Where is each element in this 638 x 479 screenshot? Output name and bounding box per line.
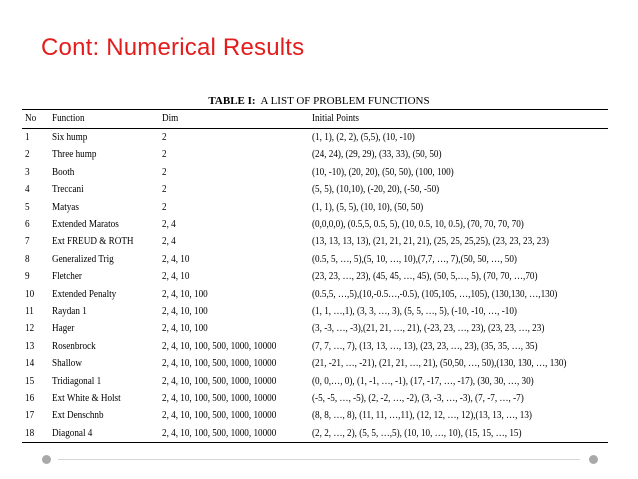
cell-dim: 2, 4 (162, 219, 176, 230)
cell-initial-points: (21, -21, …, -21), (21, 21, …, 21), (50,50, …, 50),(130, 130, …, 130) (312, 358, 567, 370)
cell-function: Six hump (52, 132, 88, 143)
cell-initial-points: (1, 1), (5, 5), (10, 10), (50, 50) (312, 201, 424, 213)
cell-no: 17 (25, 410, 35, 422)
cell-no: 18 (25, 427, 35, 439)
table-row (22, 234, 612, 251)
cell-dim: 2, 4, 10, 100, 500, 1000, 10000 (162, 375, 277, 387)
cell-function: Rosenbrock (52, 340, 96, 352)
cell-function: Ext Denschnb (52, 410, 104, 422)
cell-dim: 2, 4, 10, 100 (162, 323, 208, 335)
header-dim: Dim (162, 113, 179, 124)
cell-dim: 2 (162, 166, 167, 178)
cell-no: 4 (25, 184, 30, 196)
cell-initial-points: (0, 0,…, 0), (1, -1, …, -1), (17, -17, …, -17), (30, 30, …, 30) (312, 375, 534, 387)
cell-function: Treccani (52, 184, 84, 196)
table-row (22, 339, 612, 356)
cell-function: Ext FREUD & ROTH (52, 236, 134, 248)
table-row (22, 321, 612, 338)
table-row (22, 304, 612, 321)
slide-title: Cont: Numerical Results (41, 34, 305, 61)
cell-no: 2 (25, 149, 30, 161)
table-row (22, 269, 612, 286)
cell-function: Diagonal 4 (52, 427, 93, 439)
table-row (22, 200, 612, 217)
cell-no: 7 (25, 236, 30, 248)
cell-initial-points: (1, 1, …,1), (3, 3, …, 3), (5, 5, …, 5), (-10, -10, …, -10) (312, 306, 517, 317)
table-caption-label: TABLE I: (208, 95, 256, 107)
cell-initial-points: (3, -3, …, -3),(21, 21, …, 21), (-23, 23, …, 23), (23, 23, …, 23) (312, 323, 545, 335)
cell-dim: 2, 4 (162, 236, 176, 248)
cell-dim: 2 (162, 201, 167, 213)
cell-function: Extended Penalty (52, 288, 117, 300)
cell-no: 6 (25, 219, 30, 230)
table-row (22, 165, 612, 182)
cell-no: 9 (25, 271, 30, 283)
cell-initial-points: (10, -10), (20, 20), (50, 50), (100, 100) (312, 166, 454, 178)
cell-no: 10 (25, 288, 35, 300)
table-row (22, 391, 612, 408)
table-row (22, 147, 612, 164)
cell-dim: 2, 4, 10 (162, 253, 190, 265)
cell-no: 8 (25, 253, 30, 265)
cell-function: Booth (52, 166, 75, 178)
cell-function: Generalized Trig (52, 253, 114, 265)
cell-no: 12 (25, 323, 35, 335)
cell-function: Tridiagonal 1 (52, 375, 102, 387)
cell-no: 16 (25, 393, 35, 404)
cell-initial-points: (8, 8, …, 8), (11, 11, …,11), (12, 12, …, 12),(13, 13, …, 13) (312, 410, 532, 422)
footer-dot-right (589, 455, 598, 464)
cell-dim: 2 (162, 132, 167, 143)
cell-initial-points: (23, 23, …, 23), (45, 45, …, 45), (50, 5,…, 5), (70, 70, …,70) (312, 271, 538, 283)
table-header-rule (22, 128, 608, 129)
cell-function: Extended Maratos (52, 219, 119, 230)
cell-function: Hager (52, 323, 75, 335)
cell-dim: 2, 4, 10 (162, 271, 190, 283)
cell-function: Fletcher (52, 271, 82, 283)
table-row (22, 426, 612, 443)
cell-function: Raydan 1 (52, 306, 87, 317)
cell-dim: 2, 4, 10, 100, 500, 1000, 10000 (162, 410, 277, 422)
table-caption (0, 95, 638, 107)
cell-initial-points: (0.5,5, …,5),(10,-0.5…,-0.5), (105,105, …,105), (130,130, …,130) (312, 288, 558, 300)
cell-no: 14 (25, 358, 35, 370)
cell-dim: 2, 4, 10, 100 (162, 306, 208, 317)
table-row (22, 130, 612, 147)
cell-no: 1 (25, 132, 30, 143)
table-row (22, 217, 612, 234)
cell-dim: 2, 4, 10, 100, 500, 1000, 10000 (162, 393, 277, 404)
cell-dim: 2, 4, 10, 100, 500, 1000, 10000 (162, 358, 277, 370)
footer-divider (58, 459, 580, 460)
cell-no: 13 (25, 340, 35, 352)
cell-initial-points: (-5, -5, …, -5), (2, -2, …, -2), (3, -3, …, -3), (7, -7, …, -7) (312, 393, 524, 404)
cell-initial-points: (0.5, 5, …, 5),(5, 10, …, 10),(7,7, …, 7),(50, 50, …, 50) (312, 253, 517, 265)
cell-dim: 2, 4, 10, 100, 500, 1000, 10000 (162, 340, 277, 352)
table-top-rule (22, 109, 608, 110)
cell-initial-points: (24, 24), (29, 29), (33, 33), (50, 50) (312, 149, 442, 161)
cell-dim: 2 (162, 184, 167, 196)
table-row (22, 356, 612, 373)
cell-initial-points: (13, 13, 13, 13), (21, 21, 21, 21), (25, 25, 25,25), (23, 23, 23, 23) (312, 236, 549, 248)
footer-dot-left (42, 455, 51, 464)
cell-dim: 2, 4, 10, 100 (162, 288, 208, 300)
cell-initial-points: (0,0,0,0), (0.5,5, 0.5, 5), (10, 0.5, 10, 0.5), (70, 70, 70, 70) (312, 219, 524, 230)
table-header-row (22, 111, 612, 128)
cell-function: Shallow (52, 358, 82, 370)
table-caption-text: A LIST OF PROBLEM FUNCTIONS (260, 95, 430, 107)
cell-no: 15 (25, 375, 35, 387)
cell-initial-points: (5, 5), (10,10), (-20, 20), (-50, -50) (312, 184, 440, 196)
table-row (22, 252, 612, 269)
table-row (22, 408, 612, 425)
header-function: Function (52, 113, 85, 124)
cell-initial-points: (1, 1), (2, 2), (5,5), (10, -10) (312, 132, 415, 143)
header-no: No (25, 113, 37, 124)
cell-initial-points: (7, 7, …, 7), (13, 13, …, 13), (23, 23, …, 23), (35, 35, …, 35) (312, 340, 538, 352)
table-row (22, 374, 612, 391)
cell-function: Matyas (52, 201, 79, 213)
cell-no: 11 (25, 306, 34, 317)
cell-no: 3 (25, 166, 30, 178)
table-row (22, 287, 612, 304)
table-bottom-rule (22, 442, 608, 443)
table-row (22, 182, 612, 199)
cell-dim: 2 (162, 149, 167, 161)
cell-function: Three hump (52, 149, 97, 161)
cell-initial-points: (2, 2, …, 2), (5, 5, …,5), (10, 10, …, 10), (15, 15, …, 15) (312, 427, 522, 439)
cell-function: Ext White & Holst (52, 393, 121, 404)
cell-no: 5 (25, 201, 30, 213)
cell-dim: 2, 4, 10, 100, 500, 1000, 10000 (162, 427, 277, 439)
header-initial-points: Initial Points (312, 113, 359, 124)
